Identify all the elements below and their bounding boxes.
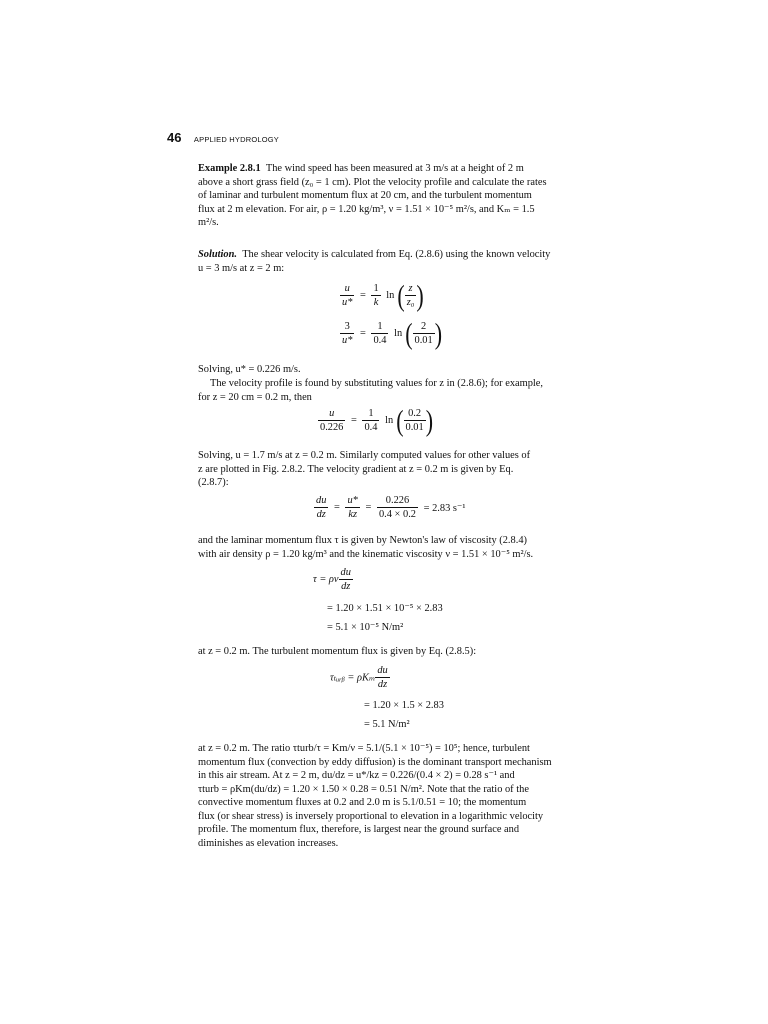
eq-denominator: dz xyxy=(375,677,389,691)
eq-denominator: 0.4 xyxy=(364,422,378,433)
eq-denominator: z₀ xyxy=(406,297,415,308)
eq-ln: ln xyxy=(394,328,403,339)
para-line: for z = 20 cm = 0.2 m, then xyxy=(198,391,312,403)
eq-numerator: u* xyxy=(347,495,358,506)
solving-line xyxy=(198,363,602,377)
eq-numerator: 1 xyxy=(368,408,374,419)
solution-line: u = 3 m/s at z = 2 m: xyxy=(198,262,285,274)
eq-denominator: u* xyxy=(342,335,353,346)
para-line: at z = 0.2 m. The ratio τturb/τ = Km/ν = 5.1/(5.1 × 10⁻⁵) = 10⁵; hence, turbulent xyxy=(198,743,530,754)
running-head xyxy=(167,129,279,147)
eq-denominator: 0.226 xyxy=(320,422,344,433)
para-line: and the laminar momentum flux τ is given by Newton's law of viscosity (2.8.4) xyxy=(198,535,527,546)
book-title: APPLIED HYDROLOGY xyxy=(193,135,280,144)
turbulent-intro xyxy=(198,645,602,659)
eq-numerator: du xyxy=(377,665,388,676)
eq-numerator: du xyxy=(340,567,351,578)
example-label: Example 2.8.1 xyxy=(198,163,261,174)
conclusion-paragraph xyxy=(198,742,602,850)
equation-5 xyxy=(313,566,353,593)
equation-4: $\frac{du}{dz}$ = $\frac{u*}{kz}$ = $\frac{0.226}{0.4 \times 0.2}$ = 2.83 s⁻¹ xyxy=(316,495,466,520)
solution-paragraph xyxy=(198,248,602,275)
equation-1: $\frac{u}{u*}$ = $\frac{1}{k}$ ln ( $\frac{z}{\text{z₀}}$ ) xyxy=(342,277,424,312)
para-line: in this air stream. At z = 2 m, du/dz = u*/kz = 0.226/(0.4 × 2) = 0.28 s⁻¹ and xyxy=(198,770,515,781)
para-line: momentum flux (convection by eddy diffusion) is the dominant transport mechanism xyxy=(198,756,552,768)
equation-5-step2: = 5.1 × 10⁻⁵ N/m² xyxy=(327,622,404,633)
solution-label: Solution. xyxy=(198,249,237,260)
eq-numerator: 0.226 xyxy=(385,495,410,506)
velocity-profile-paragraph xyxy=(198,377,602,404)
eq-ln: ln xyxy=(385,415,394,426)
equation-6-step1: = 1.20 × 1.5 × 2.83 xyxy=(364,700,444,711)
para-line: The velocity profile is found by substituting values for z in (2.8.6); for example, xyxy=(210,378,544,389)
solution-line: The shear velocity is calculated from Eq. (2.8.6) using the known velocity xyxy=(242,249,551,260)
eq-numerator: 1 xyxy=(373,283,379,294)
eq-numerator: u xyxy=(329,408,335,419)
page-number: 46 xyxy=(167,130,182,145)
para-line: flux (or shear stress) is inversely proportional to elevation in a logarithmic velocity xyxy=(198,810,544,822)
eq-numerator: 0.2 xyxy=(408,408,422,419)
eq-denominator: 0.4 × 0.2 xyxy=(378,509,417,520)
para-line: diminishes as elevation increases. xyxy=(198,837,339,849)
para-line: convective momentum fluxes at 0.2 and 2.0 m is 5.1/0.51 = 10; the momentum xyxy=(198,797,527,808)
eq-lhs: τ = ρν xyxy=(313,574,339,585)
equation-5-step1: = 1.20 × 1.51 × 10⁻⁵ × 2.83 xyxy=(327,603,443,614)
eq-denominator: kz xyxy=(345,507,359,521)
solving-text: Solving, u* = 0.226 m/s. xyxy=(198,364,301,375)
eq-numerator: u xyxy=(344,283,350,294)
example-line: flux at 2 m elevation. For air, ρ = 1.20 kg/m³, ν = 1.51 × 10⁻⁵ m²/s, and Kₘ = 1.5 xyxy=(198,203,535,215)
equation-2: $\frac{3}{u*}$ = $\frac{1}{0.4}$ ln ( $\frac{2}{0.01}$ ) xyxy=(342,315,443,350)
eq-denominator: 0.4 xyxy=(373,335,387,346)
eq-lhs: τₜᵤᵣᵦ = ρKₘ xyxy=(330,672,376,684)
eq-denominator: k xyxy=(371,295,380,309)
eq-numerator: du xyxy=(316,495,327,506)
para-line: profile. The momentum flux, therefore, is largest near the ground surface and xyxy=(198,824,520,835)
eq-numerator: 3 xyxy=(344,321,350,332)
equation-3: $\frac{u}{0.226}$ = $\frac{1}{0.4}$ ln ( $\frac{0.2}{0.01}$ ) xyxy=(320,402,434,437)
para-line: at z = 0.2 m. The turbulent momentum flux is given by Eq. (2.8.5): xyxy=(198,646,477,657)
para-line: Solving, u = 1.7 m/s at z = 0.2 m. Similarly computed values for other values of xyxy=(198,450,531,461)
gradient-paragraph xyxy=(198,449,602,490)
example-line: of laminar and turbulent momentum flux at 20 cm, and the turbulent momentum xyxy=(198,190,532,201)
eq-numerator: 1 xyxy=(377,321,383,332)
example-line: The wind speed has been measured at 3 m/s at a height of 2 m xyxy=(265,163,524,174)
eq-ln: ln xyxy=(386,290,395,301)
example-line: m²/s. xyxy=(198,217,219,228)
para-line: (2.8.7): xyxy=(198,477,229,488)
eq-denominator: 0.01 xyxy=(414,335,433,346)
eq-numerator: z xyxy=(408,283,413,294)
para-line: τturb = ρKm(du/dz) = 1.20 × 1.50 × 0.28 = 0.51 N/m². Note that the ratio of the xyxy=(198,783,529,795)
para-line: z are plotted in Fig. 2.8.2. The velocity gradient at z = 0.2 m is given by Eq. xyxy=(198,463,514,475)
eq-denominator: dz xyxy=(339,579,353,593)
eq-denominator: dz xyxy=(314,507,328,521)
eq-denominator: u* xyxy=(342,297,353,308)
eq-denominator: 0.01 xyxy=(405,422,424,433)
equation-6 xyxy=(330,664,390,691)
eq-numerator: 2 xyxy=(421,321,427,332)
eq-result: = 2.83 s⁻¹ xyxy=(423,502,466,514)
laminar-paragraph xyxy=(198,534,602,561)
example-line: above a short grass field (z₀ = 1 cm). Plot the velocity profile and calculate the rates xyxy=(198,176,547,188)
para-line: with air density ρ = 1.20 kg/m³ and the kinematic viscosity ν = 1.51 × 10⁻⁵ m²/s. xyxy=(198,548,534,560)
example-paragraph xyxy=(198,162,602,230)
equation-6-step2: = 5.1 N/m² xyxy=(364,719,410,730)
